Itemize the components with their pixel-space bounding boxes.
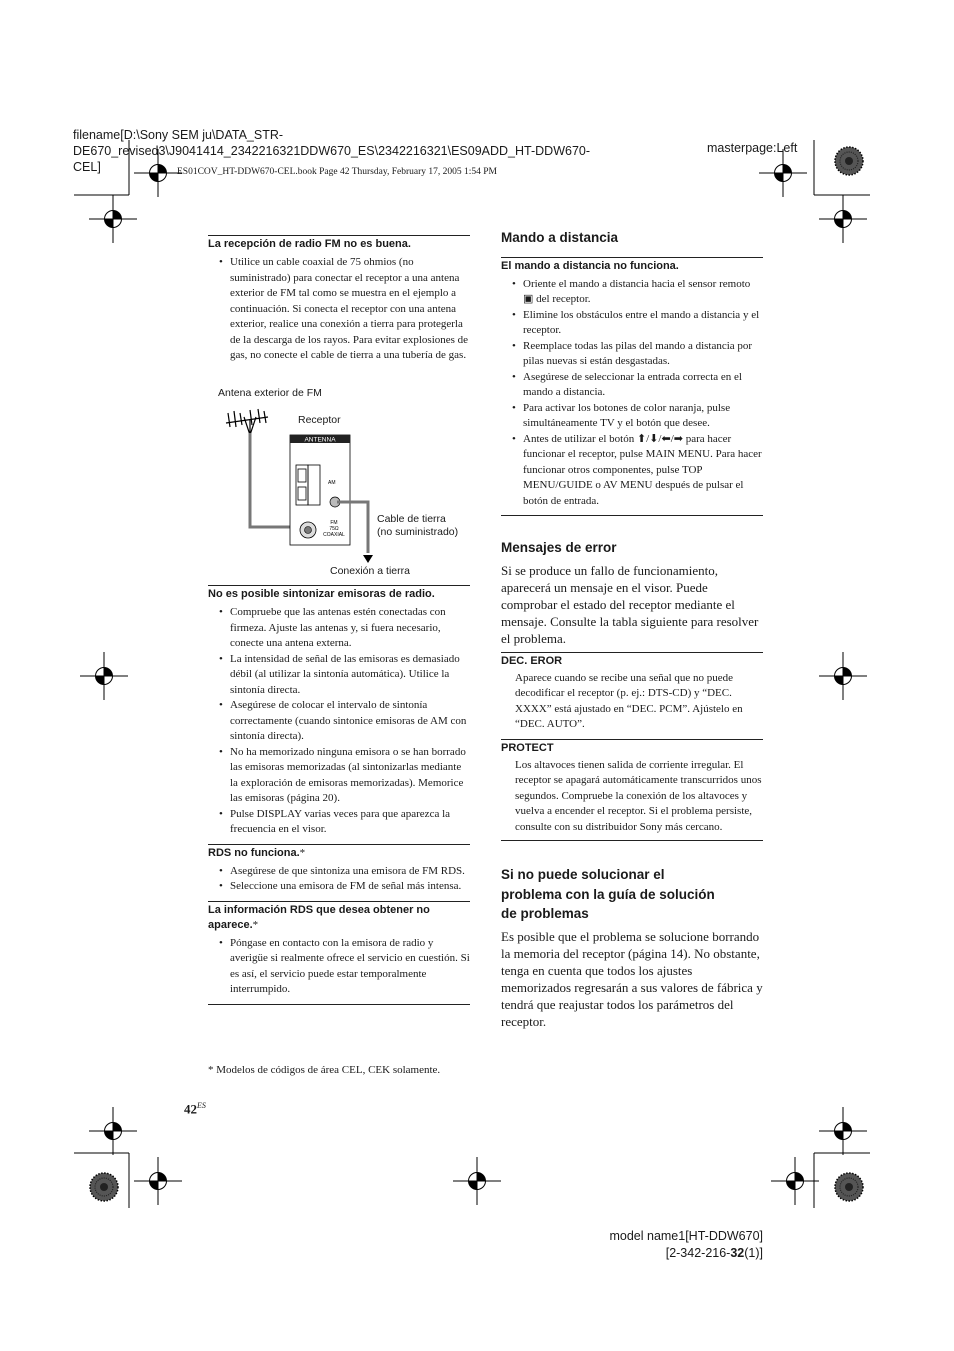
- code-prefix: [2-342-216-: [665, 1246, 731, 1260]
- divider: [208, 1004, 470, 1005]
- footnote: * Modelos de códigos de área CEL, CEK solamente.: [208, 1064, 441, 1076]
- protect-title: PROTECT: [501, 741, 554, 754]
- list-item: • No ha memorizado ninguna emisora o se han borrado las emisoras memorizadas (al sintonizarlas mediante la exploración de emisoras memorizadas). Memorice las emisoras (página 20).: [208, 745, 470, 807]
- divider: [208, 585, 470, 586]
- heading-line: Si no puede solucionar el: [501, 867, 665, 882]
- fm-label: FM: [330, 520, 338, 526]
- list-item: • Asegúrese de colocar el intervalo de sintonía correctamente (cuando sintonice emisoras de AM con sintonía directa).: [208, 698, 470, 745]
- divider: [501, 652, 763, 653]
- masterpage-label: masterpage:Left: [707, 141, 798, 155]
- rds-title-text: RDS no funciona.: [208, 846, 300, 859]
- page-number-value: 42: [184, 1101, 197, 1117]
- filename-line: DE670_revised3\J9041414_2342216321DDW670_ES\2342216321\ES09ADD_HT-DDW670-: [73, 144, 591, 158]
- list-item: • Pulse DISPLAY varias veces para que aparezca la frecuencia en el visor.: [208, 807, 470, 838]
- page-suffix: ES: [197, 1101, 206, 1110]
- list-item: • Oriente el mando a distancia hacia el sensor remoto ▣ del receptor.: [501, 277, 763, 308]
- divider: [501, 739, 763, 740]
- rds-info-title-text: La información RDS que desea obtener no aparece.: [208, 903, 430, 931]
- footer-model: [560, 1228, 763, 1262]
- remote-heading: Mando a distancia: [501, 230, 619, 245]
- cant-solve-text: Es posible que el problema se solucione borrando la memoria del receptor (página 14). No obstante, tenga en cuenta que todos los ajustes memorizados regresarán a sus valores de fábrica y tendrá que reajustar todos los parámetros del receptor.: [501, 928, 763, 1029]
- errors-intro: Si se produce un fallo de funcionamiento, aparecerá un mensaje en el visor. Puede comprobar el estado del receptor mediante el mensaje. Consulte la tabla siguiente para resolver el problema.: [501, 562, 759, 646]
- list-item: • Seleccione una emisora de FM de señal más intensa.: [208, 879, 470, 895]
- model-line: model name1[HT-DDW670]: [609, 1229, 763, 1243]
- divider: [501, 515, 763, 516]
- ground-cable-label-line: (no suministrado): [377, 526, 459, 538]
- filename-line: CEL]: [73, 160, 101, 174]
- dec-eror-title: DEC. EROR: [501, 654, 563, 667]
- am-label: AM: [328, 480, 336, 486]
- footnote-marker: *: [252, 918, 259, 931]
- fm-ohm-label: 75Ω: [329, 526, 339, 532]
- rds-list: [208, 864, 470, 895]
- left-column-lower: [208, 585, 470, 1005]
- cant-solve-heading: [501, 865, 763, 924]
- list-item: • Reemplace todas las pilas del mando a distancia por pilas nuevas si están desgastadas.: [501, 339, 763, 370]
- divider: [501, 257, 763, 258]
- code-suffix: (1)]: [744, 1246, 763, 1260]
- antenna-icon: [226, 409, 268, 435]
- code-bold: 32: [730, 1246, 745, 1260]
- filename-line: filename[D:\Sony SEM ju\DATA_STR-: [73, 128, 284, 142]
- list-item: • La intensidad de señal de las emisoras es demasiado débil (al utilizar la sintonía automática). Utilice la sintonía directa.: [208, 652, 470, 699]
- remote-title: El mando a distancia no funciona.: [501, 259, 679, 272]
- rds-info-title: [208, 903, 470, 933]
- book-line: ES01COV_HT-DDW670-CEL.book Page 42 Thursday, February 17, 2005 1:54 PM: [177, 167, 497, 177]
- divider: [208, 901, 470, 902]
- panel-title: ANTENNA: [304, 436, 336, 444]
- list-item: • Asegúrese de seleccionar la entrada correcta en el mando a distancia.: [501, 370, 763, 401]
- list-item: • Asegúrese de que sintoniza una emisora de FM RDS.: [208, 864, 470, 880]
- fm-list: [208, 255, 470, 364]
- dec-eror-text: Aparece cuando se recibe una señal que no puede decodificar el receptor (p. ej.: DTS-CD) y “DEC. XXXX” está ajustado en “DEC. PCM”. Ajústelo en “DEC. AUTO”.: [515, 671, 743, 730]
- divider: [501, 840, 763, 841]
- antenna-label: Antena exterior de FM: [218, 387, 322, 399]
- heading-line: problema con la guía de solución: [501, 886, 715, 902]
- ground-connection-label: Conexión a tierra: [330, 565, 410, 577]
- remote-list: [501, 277, 763, 510]
- tuning-title: No es posible sintonizar emisoras de radio.: [208, 588, 435, 600]
- page-number: [184, 1101, 206, 1117]
- footnote-marker: *: [299, 846, 306, 859]
- code-line: [560, 1245, 763, 1262]
- divider: [208, 844, 470, 845]
- protect-text: Los altavoces tienen salida de corriente irregular. El receptor se apagará automáticamente transcurridos unos segundos. Compruebe la conexión de los altavoces y vuelva a encender el receptor. Si el problema persiste, consulte con su distribuidor Sony más cercano.: [515, 758, 762, 833]
- receiver-label: Receptor: [298, 414, 341, 426]
- antenna-diagram: [220, 405, 380, 570]
- list-item: • Para activar los botones de color naranja, pulse simultáneamente TV y el botón que desee.: [501, 401, 763, 432]
- list-item: • Elimine los obstáculos entre el mando a distancia y el receptor.: [501, 308, 763, 339]
- list-item: • Utilice un cable coaxial de 75 ohmios (no suministrado) para conectar el receptor a una antena exterior de FM tal como se muestra en el ejemplo a continuación. Si conecta el receptor con una antena exterior, realice una conexión a tierra para protegerla de la descarga de los rayos. Para evitar explosiones de gas, no conecte el cable de tierra a una tubería de gas.: [208, 255, 470, 364]
- left-column: [208, 235, 470, 364]
- rds-title: [208, 846, 470, 861]
- rds-info-list: [208, 936, 470, 998]
- divider: [208, 235, 470, 236]
- list-item: • Póngase en contacto con la emisora de radio y averigüe si realmente ofrece el servicio en cuestión. Si es así, el servicio puede estar temporalmente interrumpido.: [208, 936, 470, 998]
- list-item: • Compruebe que las antenas estén conectadas con firmeza. Ajuste las antenas y, si fuera necesario, conecte una antena externa.: [208, 605, 470, 652]
- fm-coaxial-label: COAXIAL: [323, 532, 345, 538]
- tuning-list: [208, 605, 470, 838]
- errors-heading: Mensajes de error: [501, 540, 617, 555]
- heading-line: de problemas: [501, 906, 589, 921]
- ground-cable-label-line: Cable de tierra: [377, 513, 446, 525]
- ground-arrow: [363, 555, 373, 563]
- fm-reception-title: La recepción de radio FM no es buena.: [208, 238, 411, 250]
- list-item: • Antes de utilizar el botón ⬆/⬇/⬅/➡ para hacer funcionar el receptor, pulse MAIN MENU. Para hacer funcionar otros componentes, pulse TOP MENU/GUIDE o AV MENU después de pulsar el botón de entrada.: [501, 432, 763, 510]
- right-column: [501, 228, 763, 1030]
- ground-cable-label: [377, 513, 458, 539]
